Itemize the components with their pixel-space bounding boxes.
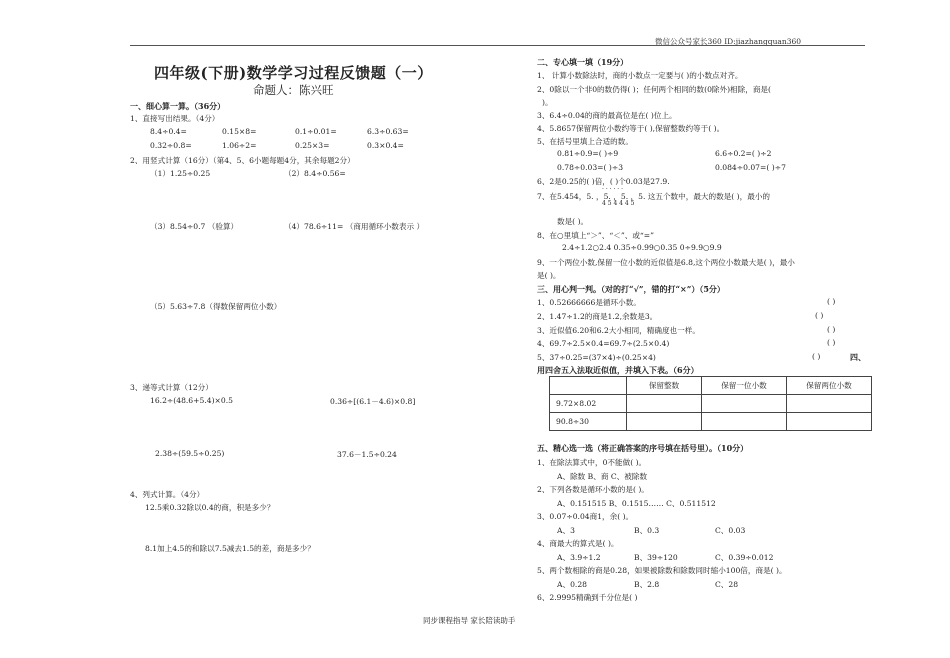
answer-paren: ( ) [827, 338, 836, 347]
section-3-heading: 三、用心判一判。（对的打“√”，错的打“×”）（5分） [537, 284, 725, 294]
judge-2: 2、1.47÷1.2的商是1.2,余数是3。 [537, 312, 658, 321]
vertical-calc-2: （2）8.4÷0.56= [284, 169, 346, 178]
expression-3: 2.38÷(59.5÷0.25) [155, 449, 225, 458]
answer-paren: ( ) [812, 352, 821, 361]
fill-5-item: 6.6÷0.2=( )÷2 [715, 149, 772, 158]
table-header: 保留两位小数 [787, 377, 872, 395]
word-problem-1: 12.5乘0.32除以0.4的商，积是多少？ [145, 503, 275, 512]
calc-item: 0.1÷0.01= [295, 127, 337, 136]
option: A、3.9÷1.2 [557, 553, 601, 562]
calc-item: 0.3×0.4= [367, 141, 404, 150]
answer-paren: ( ) [827, 325, 836, 334]
fill-5: 5、在括号里填上合适的数。 [537, 137, 633, 146]
answer-cell[interactable] [787, 413, 872, 431]
choice-4: 4、商最大的算式是( )。 [537, 539, 619, 548]
answer-cell[interactable] [787, 395, 872, 413]
section-5-heading: 五、精心选一选（将正确答案的序号填在括号里）。（10分） [537, 443, 749, 453]
answer-cell[interactable] [627, 395, 702, 413]
fill-1: 1、 计算小数除法时，商的小数点一定要与( )的小数点对齐。 [537, 71, 743, 80]
choice-1: 1、在除法算式中，0不能做( )。 [537, 458, 647, 467]
section-1-heading: 一、细心算一算。（36分） [130, 101, 226, 111]
page-title: 四年级(下册)数学学习过程反馈题（一） [154, 64, 433, 82]
option: C、0.03 [715, 526, 746, 535]
table-header: 保留整数 [627, 377, 702, 395]
q4-prompt: 4、列式计算。（4分） [130, 490, 205, 499]
expression-2: 0.36÷[(6.1－4.6)×0.8] [330, 397, 416, 406]
calc-item: 0.32÷0.8= [150, 141, 192, 150]
calc-item: 0.15×8= [222, 127, 257, 136]
choice-2: 2、下列各数是循环小数的是( )。 [537, 485, 649, 494]
expression-1: 16.2÷(48.6+5.4)×0.5 [150, 396, 233, 405]
option: A、3 [557, 526, 575, 535]
fill-6: 6、2是0.25的( )倍，( )个0.03是27.9. [537, 177, 670, 186]
fill-2-cont: )。 [542, 98, 553, 107]
estimate-table [549, 376, 872, 431]
vertical-calc-5: （5）5.63÷7.8（得数保留两位小数） [150, 302, 282, 311]
choice-3: 3、0.07÷0.04商1，余( )。 [537, 512, 634, 521]
judge-4: 4、69.7÷2.5×0.4=69.7÷(2.5×0.4) [537, 339, 670, 348]
fill-2: 2、0除以一个非0的数仍得( )；任何两个相同的数(0除外)相除，商是( [537, 85, 771, 94]
fill-8: 8、在○里填上“＞”、“＜”、或“=” [537, 231, 655, 240]
vertical-calc-4: （4）78.6÷11= （商用循环小数表示 ） [284, 222, 425, 231]
choice-1-options: A、除数 B、商 C、被除数 [557, 472, 648, 481]
header-text: 微信公众号家长360 ID:jiazhangquan360 [655, 37, 802, 46]
section-4-number: 四、 [850, 352, 866, 362]
table-row-label: 9.72×8.02 [550, 395, 627, 413]
table-corner-cell [550, 377, 627, 395]
fill-5-item: 0.81÷0.9=( )÷9 [557, 149, 619, 158]
choice-5: 5、两个数相除的商是0.28，如果被除数和除数同时缩小100倍，商是( )。 [537, 566, 787, 575]
fill-9: 9、一个两位小数,保留一位小数的近似值是6.8,这个两位小数最大是( )，最小 [537, 258, 795, 267]
section-4-heading: 用四舍五入法取近似值，并填入下表。（6分） [537, 365, 699, 375]
option: C、28 [715, 580, 739, 589]
calc-item: 6.3÷0.63= [367, 127, 409, 136]
option: A、0.28 [557, 580, 587, 589]
calc-item: 8.4÷0.4= [150, 127, 187, 136]
option: B、0.3 [634, 526, 660, 535]
word-problem-2: 8.1加上4.5的和除以7.5减去1.5的差，商是多少？ [145, 544, 315, 553]
fill-7: 7、在5.454，5. ，5. ，5. ，5. 这五个数中，最大的数是( )，最小的 [537, 192, 771, 201]
answer-cell[interactable] [702, 395, 787, 413]
author-line: 命题人：陈兴旺 [253, 83, 334, 97]
judge-1: 1、0.52666666是循环小数。 [537, 298, 641, 307]
choice-2-options: A、0.151515 B、0.1515…… C、0.511512 [557, 499, 716, 508]
fill-5-item: 0.084÷0.07=( )÷7 [715, 163, 786, 172]
fill-8-items: 2.4÷1.2○2.4 0.35÷0.99○0.35 0÷9.9○9.9 [562, 243, 722, 252]
fill-5-item: 0.78÷0.03=( )÷3 [557, 163, 624, 172]
fill-7-cont: 数是( )。 [557, 217, 589, 226]
fill-4: 4、5.8657保留两位小数约等于( ),保留整数约等于( )。 [537, 124, 725, 133]
repeating-dots: · · · · · · [602, 186, 623, 193]
option: B、39÷120 [634, 553, 678, 562]
option: B、2.8 [634, 580, 660, 589]
judge-3: 3、近似值6.20和6.2大小相同，精确度也一样。 [537, 326, 700, 335]
q3-prompt: 3、递等式计算（12分） [130, 383, 213, 392]
fill-3: 3、6.4÷0.04的商的最高位是在( )位上。 [537, 111, 677, 120]
table-row [550, 413, 872, 431]
expression-4: 37.6－1.5÷0.24 [337, 450, 397, 459]
judge-5: 5、37÷0.25=(37×4)÷(0.25×4) [537, 353, 656, 362]
answer-paren: ( ) [815, 311, 824, 320]
q1-prompt: 1、直接写出结果。（4分） [130, 114, 220, 123]
calc-item: 0.25×3= [295, 141, 330, 150]
calc-item: 1.06÷2= [222, 141, 257, 150]
vertical-calc-3: （3）8.54÷0.7 （验算） [150, 222, 239, 231]
header-rule [130, 45, 865, 46]
table-row-label: 90.8÷30 [550, 413, 627, 431]
repeating-digits: 4 5 4 4 4 5 [602, 200, 635, 207]
option: C、0.39÷0.012 [715, 553, 774, 562]
answer-cell[interactable] [702, 413, 787, 431]
answer-paren: ( ) [827, 297, 836, 306]
choice-6: 6、2.9995精确到千分位是( ) [537, 593, 638, 602]
table-header: 保留一位小数 [702, 377, 787, 395]
table-row [550, 395, 872, 413]
vertical-calc-1: （1）1.25÷0.25 [150, 169, 211, 178]
footer-text: 同步课程指导 家长陪读助手 [423, 616, 516, 625]
table-header-row [550, 377, 872, 395]
fill-9-cont: 是( )。 [537, 271, 561, 280]
q2-prompt: 2、用竖式计算（16分）（第4、5、6小题每题4分，其余每题2分） [130, 156, 355, 165]
answer-cell[interactable] [627, 413, 702, 431]
section-2-heading: 二、专心填一填（19分） [537, 57, 629, 67]
